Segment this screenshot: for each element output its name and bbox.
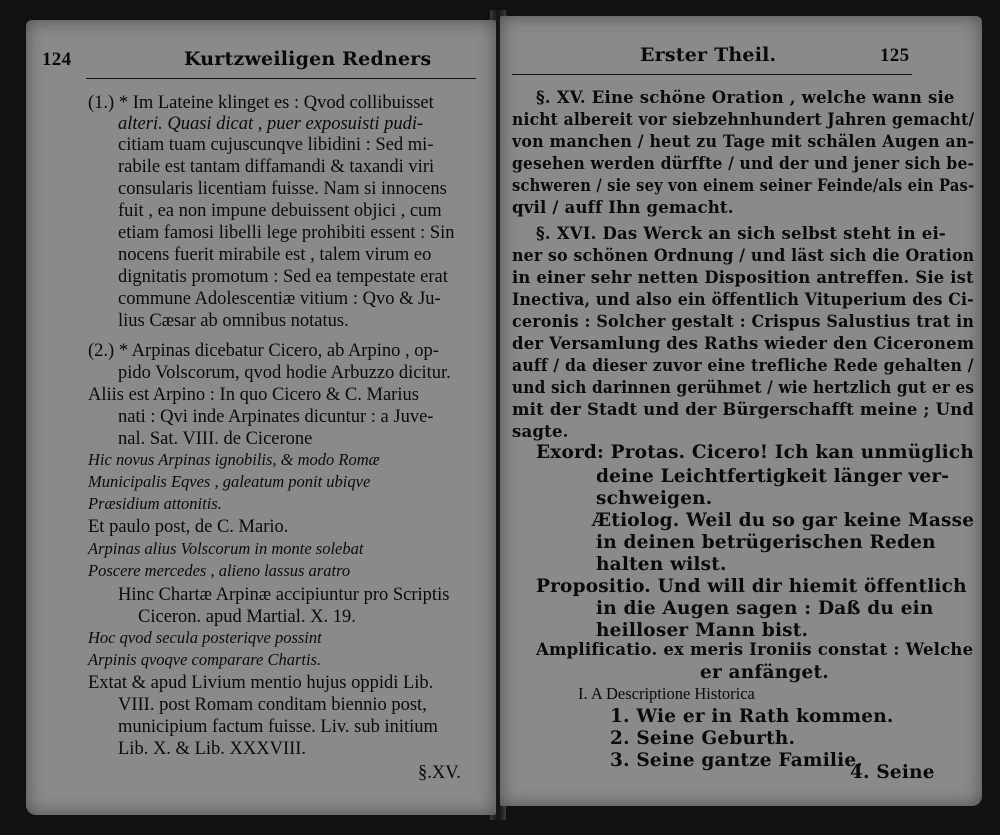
right-header-rule [512, 74, 912, 75]
right-line: qvil / auff Ihn gemacht. [512, 198, 734, 217]
right-line: er anfänget. [700, 662, 829, 683]
right-line: von manchen / heut zu Tage mit schälen Augen an- [512, 132, 975, 151]
left-line: nocens fuerit mirabile est , talem virum eo [118, 245, 432, 265]
right-line: §. XVI. Das Werck an sich selbst steht in ei- [536, 224, 946, 243]
left-line: commune Adolescentiæ vitium : Qvo & Ju- [118, 289, 441, 309]
left-line: rabile est tantam diffamandi & taxandi viri [118, 157, 435, 177]
left-line: Arpinis qvoqve comparare Chartis. [88, 650, 322, 669]
right-line: Amplificatio. ex meris Ironiis constat : Welche [536, 640, 974, 659]
left-line: Et paulo post, de C. Mario. [88, 517, 289, 537]
left-line: VIII. post Romam conditam biennio post, [118, 695, 427, 715]
left-line: nal. Sat. VIII. de Cicerone [118, 429, 313, 449]
left-line: Hic novus Arpinas ignobilis, & modo Romæ [88, 450, 380, 469]
right-line: §. XV. Eine schöne Oration , welche wann sie [536, 88, 955, 107]
right-line: Exord: Protas. Cicero! Ich kan unmüglich [536, 442, 974, 463]
right-line: I. A Descriptione Historica [578, 684, 755, 703]
right-page [500, 16, 982, 806]
left-line: (2.) * Arpinas dicebatur Cicero, ab Arpino , op- [88, 341, 439, 361]
right-line: 1. Wie er in Rath kommen. [610, 706, 894, 727]
left-page [26, 20, 496, 815]
right-line: heilloser Mann bist. [596, 620, 809, 641]
right-line: der Versamlung des Raths wieder den Ciceronem [512, 334, 975, 353]
left-line: Aliis est Arpino : In quo Cicero & C. Marius [88, 385, 419, 405]
left-line: citiam tuam cujuscunqve libidini : Sed mi- [118, 135, 434, 155]
left-line: municipium factum fuisse. Liv. sub initium [118, 717, 438, 737]
right-running-title: Erster Theil. [640, 44, 777, 66]
right-line: deine Leichtfertigkeit länger ver- [596, 466, 950, 487]
left-line: Hinc Chartæ Arpinæ accipiuntur pro Scriptis [118, 585, 450, 605]
right-line: auff / da dieser zuvor eine trefliche Rede gehalten / [512, 356, 974, 375]
left-line: dignitatis promotum : Sed ea tempestate erat [118, 267, 448, 287]
right-line: Ætiolog. Weil du so gar keine Masse [592, 510, 975, 531]
left-line: consularis licentiam fuisse. Nam si innocens [118, 179, 447, 199]
left-line: Municipalis Eqves , galeatum ponit ubiqve [88, 472, 371, 491]
left-line: Hoc qvod secula posteriqve possint [88, 628, 322, 647]
right-page-number: 125 [880, 45, 910, 66]
left-line: Arpinas alius Volscorum in monte solebat [88, 539, 364, 558]
left-page-number: 124 [42, 49, 72, 70]
left-line: alteri. Quasi dicat , puer exposuisti pudi- [118, 114, 424, 134]
right-line: 3. Seine gantze Familie, [610, 750, 863, 771]
right-line: Inectiva, und also ein öffentlich Vituperium des Ci- [512, 290, 974, 309]
right-line: in einer sehr netten Disposition antreffen. Sie ist [512, 268, 974, 287]
right-line: sagte. [512, 422, 569, 441]
left-running-title: Kurtzweiligen Redners [184, 48, 432, 70]
left-line: pido Volscorum, qvod hodie Arbuzzo dicitur. [118, 363, 451, 383]
left-line: (1.) * Im Lateine klinget es : Qvod collibuisset [88, 93, 434, 113]
left-line: Extat & apud Livium mentio hujus oppidi Lib. [88, 673, 434, 693]
right-line: halten wilst. [596, 554, 727, 575]
right-line: in die Augen sagen : Daß du ein [596, 598, 934, 619]
left-catchword: §.XV. [418, 763, 461, 783]
left-line: Lib. X. & Lib. XXXVIII. [118, 739, 307, 759]
left-header-rule [86, 78, 476, 79]
left-line: Poscere mercedes , alieno lassus aratro [88, 561, 351, 580]
right-line: in deinen betrügerischen Reden [596, 532, 936, 553]
right-line: mit der Stadt und der Bürgerschafft meine ; Und [512, 400, 975, 419]
left-line: lius Cæsar ab omnibus notatus. [118, 311, 349, 331]
right-line: schweigen. [596, 488, 713, 509]
right-line: nicht albereit vor siebzehnhundert Jahren gemacht/ [512, 110, 975, 129]
left-line: Præsidium attonitis. [88, 494, 222, 513]
right-line: schweren / sie sey von einem seiner Feinde/als ein Pas- [512, 176, 975, 195]
right-catchword: 4. Seine [850, 762, 935, 783]
right-line: Propositio. Und will dir hiemit öffentlich [536, 576, 967, 597]
left-line: etiam famosi libelli lege prohibiti essent : Sin [118, 223, 455, 243]
right-line: 2. Seine Geburth. [610, 728, 796, 749]
left-line: Ciceron. apud Martial. X. 19. [138, 607, 356, 627]
right-line: gesehen werden dürffte / und der und jener sich be- [512, 154, 975, 173]
left-line: nati : Qvi inde Arpinates dicuntur : a Juve- [118, 407, 434, 427]
right-line: ceronis : Solcher gestalt : Crispus Salustius trat in [512, 312, 975, 331]
right-line: und sich darinnen gerühmet / wie hertzlich gut er es [512, 378, 975, 397]
left-line: fuit , ea non impune debuissent objici , cum [118, 201, 442, 221]
right-line: ner so schönen Ordnung / und läst sich die Oration [512, 246, 975, 265]
